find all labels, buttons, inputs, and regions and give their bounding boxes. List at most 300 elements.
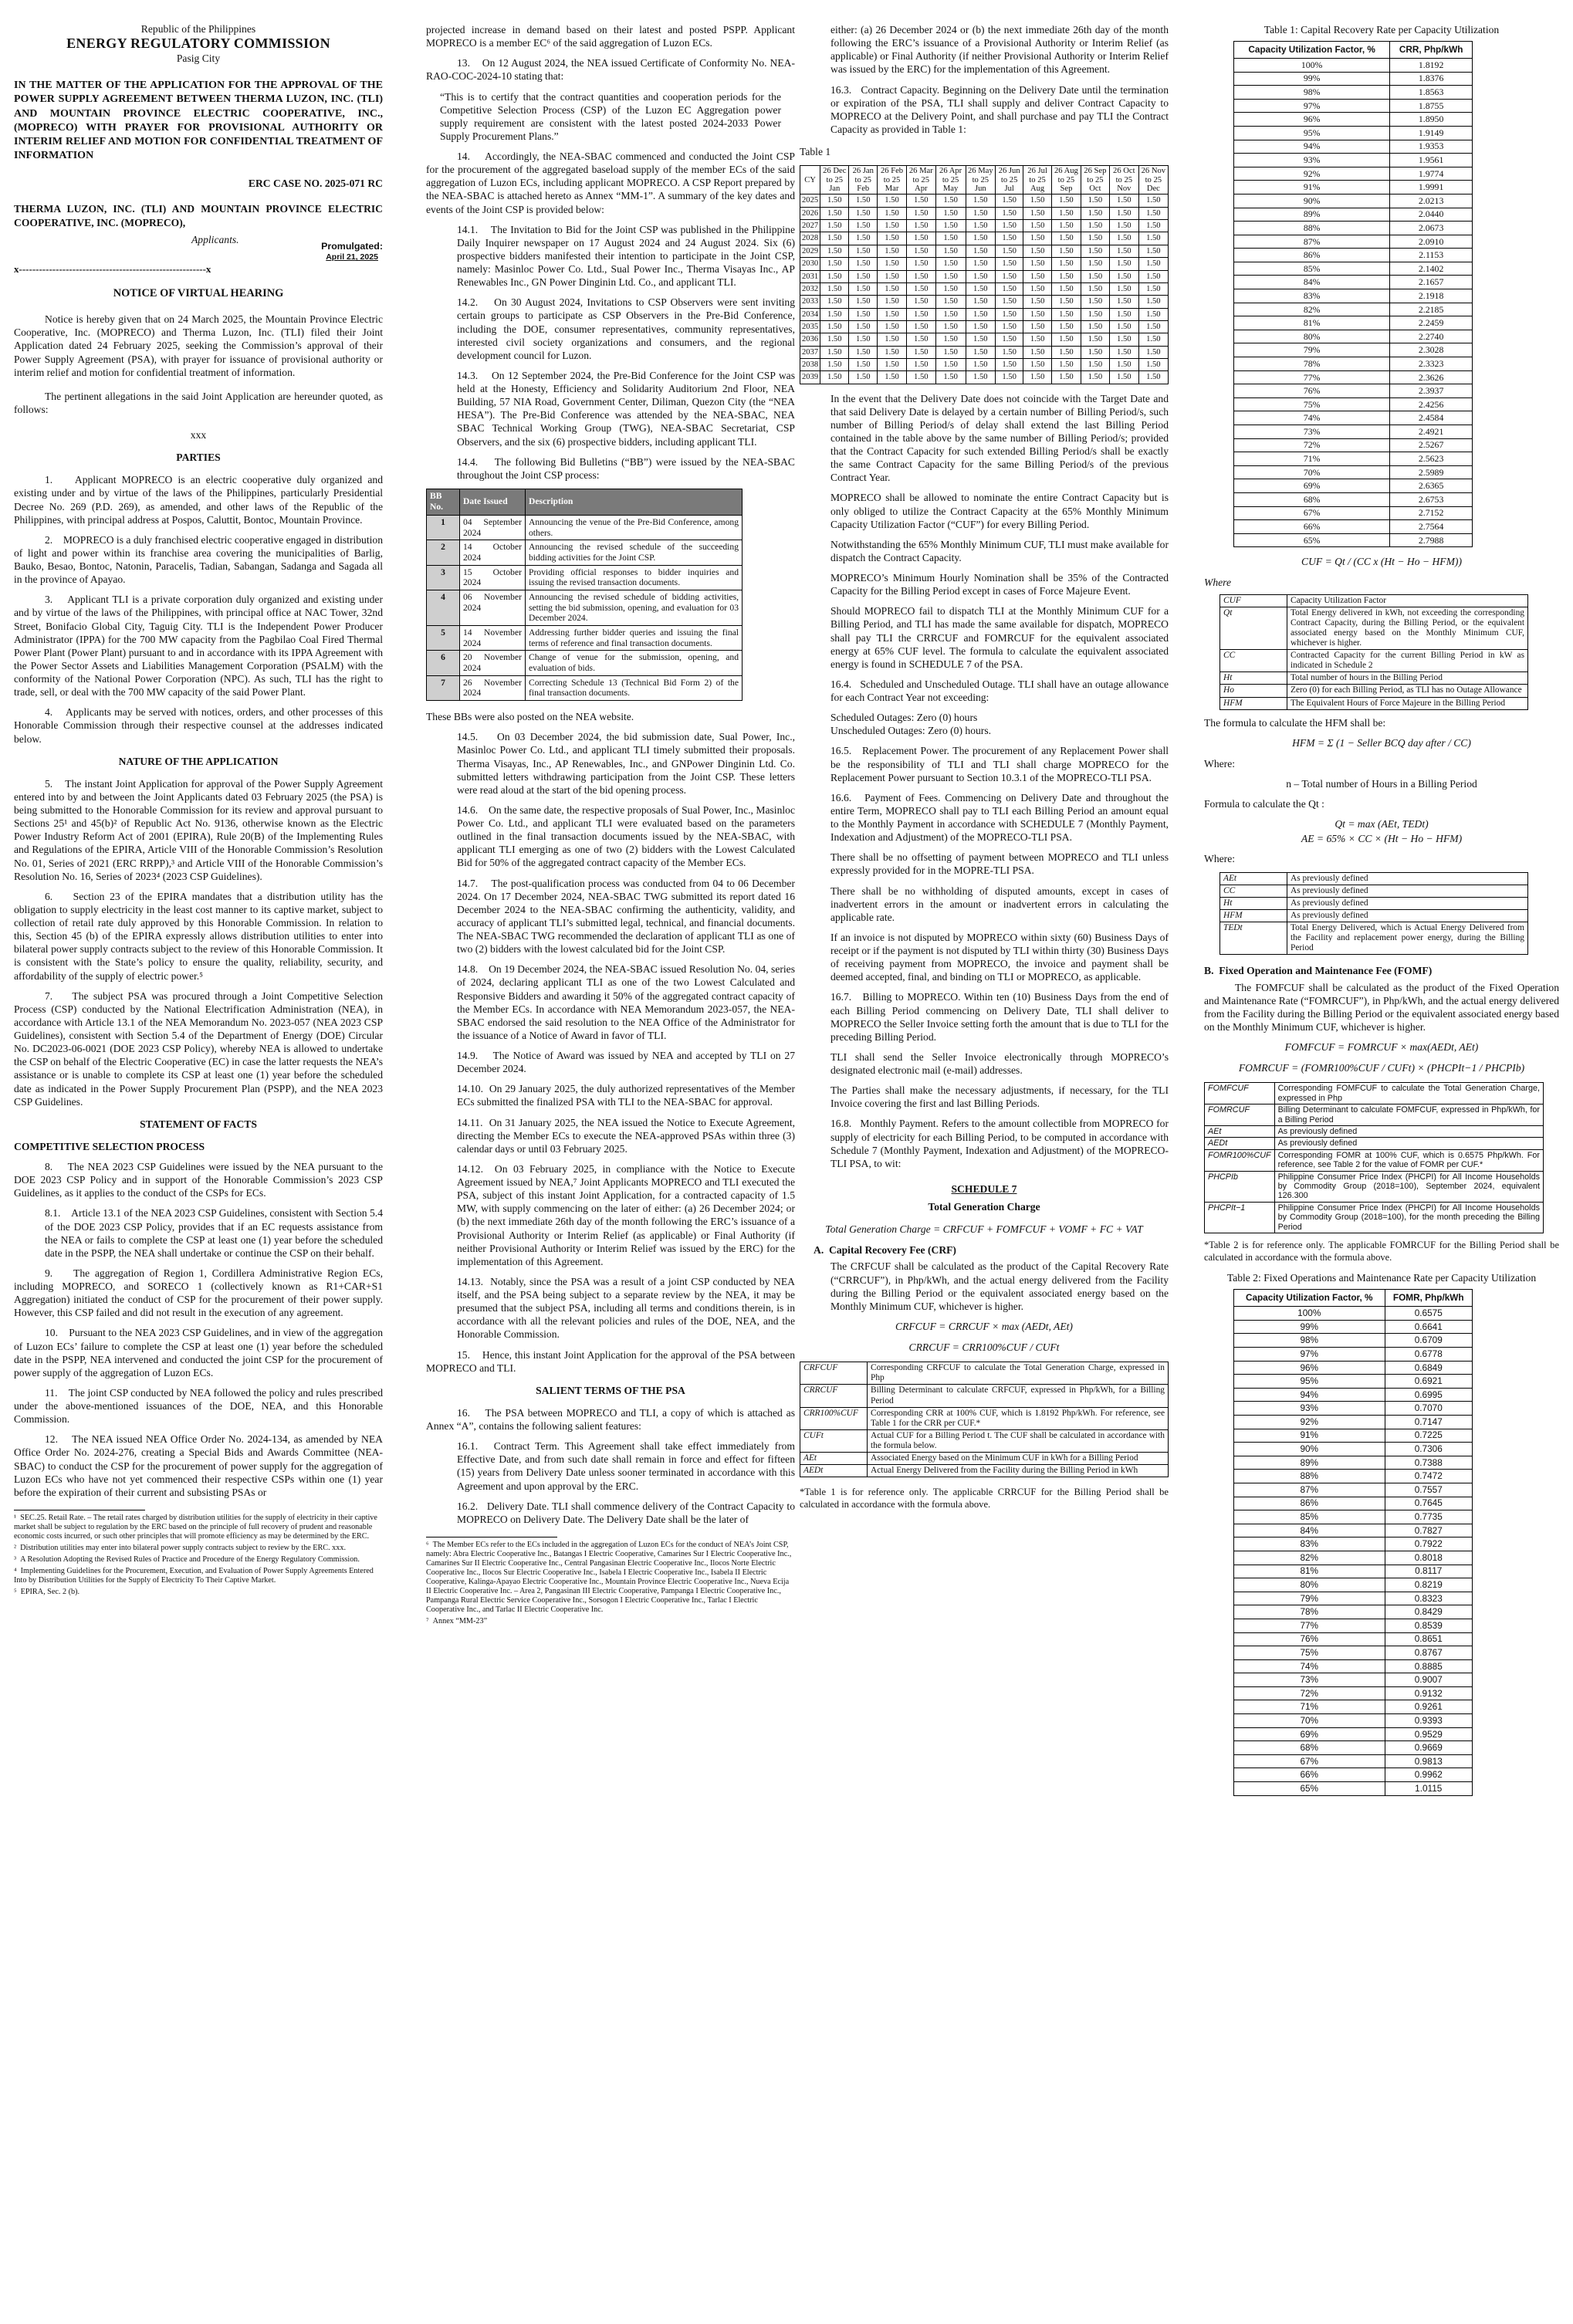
crr-rate: 1.9774	[1390, 167, 1473, 181]
bb-no: 1	[427, 516, 460, 540]
def-text: As previously defined	[1287, 872, 1528, 885]
para-14-7: 14.7. The post-qualification process was conducted from 04 to 06 December 2024. On 17 December 2024, NEA-SBAC TWG submitted its report dated 16 December 2024 to the NEA-SBAC confirming the authenticity, validity, and accuracy of applicant TLI’s submitted legal, technical, and financial documents. The NEA-SBAC TWG recommended the declaration of applicant TLI as one of two (2) bidders with the lowest calculated bid for the Joint CSP.	[457, 877, 795, 956]
sched-capacity: 1.50	[1023, 346, 1052, 358]
sched-capacity: 1.50	[1081, 358, 1109, 370]
fomr-rate: 0.9007	[1385, 1673, 1473, 1687]
crr-rate: 2.2185	[1390, 303, 1473, 316]
bb-date: 26 November 2024	[460, 675, 526, 700]
ellipsis-marker: xxx	[190, 429, 207, 441]
sched-capacity: 1.50	[996, 333, 1023, 346]
sched-capacity: 1.50	[966, 220, 996, 232]
sched-header-month: 26 May to 25 Jun	[966, 166, 996, 195]
sched-capacity: 1.50	[849, 270, 878, 282]
crr-rate: 2.1153	[1390, 249, 1473, 262]
bb-desc: Providing official responses to bidder inquiries and issuing the revised transaction documents.	[526, 565, 743, 590]
sched-capacity: 1.50	[1081, 296, 1109, 308]
sched-capacity: 1.50	[1109, 308, 1138, 320]
table-row	[1234, 181, 1473, 195]
applicants-label: Applicants.	[191, 233, 239, 245]
crr-cuf: 94%	[1234, 140, 1390, 154]
fomr-rate: 0.6709	[1385, 1334, 1473, 1348]
bb-header-desc: Description	[526, 489, 743, 515]
no-offset-paragraph: There shall be no offsetting of payment between MOPRECO and TLI unless expressly provided for in the MOPRE-TLI PSA.	[830, 851, 1169, 877]
def-symbol: FOMR100%CUF	[1205, 1149, 1275, 1171]
crr-header-cuf: Capacity Utilization Factor, %	[1234, 42, 1390, 59]
crf-formula-2: CRRCUF = CRR100%CUF / CUFt	[908, 1341, 1060, 1354]
fomr-cuf: 93%	[1234, 1402, 1385, 1416]
table-row	[800, 358, 1169, 370]
para-14-10: 14.10. On 29 January 2025, the duly authorized representatives of the Member ECs submitted the finalized PSA with TLI to the NEA-SBAC for approval.	[457, 1083, 795, 1108]
sched-capacity: 1.50	[1052, 195, 1081, 207]
fomr-cuf: 66%	[1234, 1768, 1385, 1782]
fomr-cuf: 71%	[1234, 1700, 1385, 1714]
para-14-11: 14.11. On 31 January 2025, the NEA issued the Notice to Execute Agreement, directing the Member ECs to execute the NEA-approved PSAs within three (3) calendar days or until 03 February 2025.	[457, 1116, 795, 1155]
notwithstanding-paragraph: Notwithstanding the 65% Monthly Minimum CUF, TLI must make available for dispatch the Contract Capacity.	[830, 538, 1169, 563]
def-symbol: CC	[1220, 650, 1287, 672]
fomr-cuf: 94%	[1234, 1388, 1385, 1402]
sched-capacity: 1.50	[996, 232, 1023, 245]
contract-capacity-table	[800, 165, 1169, 384]
crr-cuf: 81%	[1234, 316, 1390, 330]
sched-capacity: 1.50	[996, 207, 1023, 219]
fomr-rate: 0.7225	[1385, 1429, 1473, 1443]
crr-rate: 1.8563	[1390, 86, 1473, 100]
crr-cuf: 73%	[1234, 425, 1390, 439]
sched-year: 2039	[800, 371, 820, 384]
table-row	[1234, 1700, 1473, 1714]
qt-text: Formula to calculate the Qt :	[1204, 798, 1324, 810]
fomr-rate: 0.6641	[1385, 1320, 1473, 1334]
fomr-cuf: 65%	[1234, 1782, 1385, 1796]
sched-capacity: 1.50	[849, 333, 878, 346]
fomr-cuf: 69%	[1234, 1727, 1385, 1741]
fomr-cuf: 81%	[1234, 1565, 1385, 1578]
crr-cuf: 70%	[1234, 465, 1390, 479]
sched-capacity: 1.50	[906, 232, 935, 245]
section-parties: PARTIES	[176, 452, 221, 464]
para-14-4: 14.4. The following Bid Bulletins (“BB”) were issued by the NEA-SBAC throughout the Joint CSP process:	[457, 455, 795, 481]
def-symbol: AEDt	[1205, 1138, 1275, 1149]
table-row	[1234, 1470, 1473, 1483]
section-salient: SALIENT TERMS OF THE PSA	[536, 1384, 685, 1396]
fomr-cuf: 82%	[1234, 1551, 1385, 1565]
table-row	[1234, 1673, 1473, 1687]
crr-rate: 2.4921	[1390, 425, 1473, 439]
bb-desc: Change of venue for the submission, opening, and evaluation of bids.	[526, 651, 743, 675]
table-row	[1234, 194, 1473, 208]
fomr-rate: 0.8219	[1385, 1578, 1473, 1592]
table-row	[1234, 1632, 1473, 1646]
table-row	[1234, 1768, 1473, 1782]
sched-capacity: 1.50	[878, 282, 907, 295]
sched-capacity: 1.50	[820, 371, 849, 384]
sched-capacity: 1.50	[1138, 346, 1168, 358]
sched-capacity: 1.50	[849, 320, 878, 333]
promulgated-stamp	[321, 241, 383, 263]
sched-capacity: 1.50	[1081, 232, 1109, 245]
bb-no: 3	[427, 565, 460, 590]
sched-capacity: 1.50	[1081, 320, 1109, 333]
table-row	[1234, 58, 1473, 72]
sched-capacity: 1.50	[1081, 245, 1109, 257]
sched-capacity: 1.50	[1081, 333, 1109, 346]
crr-rate: 2.1918	[1390, 289, 1473, 303]
table-row	[1234, 208, 1473, 222]
def-text: Total Energy Delivered, which is Actual Energy Delivered from the Facility and replacement power energy, during the Billing Period	[1287, 922, 1528, 955]
notice-title: NOTICE OF VIRTUAL HEARING	[113, 287, 284, 300]
sched-capacity: 1.50	[996, 346, 1023, 358]
def-symbol: Qt	[1220, 607, 1287, 649]
table-row	[1234, 99, 1473, 113]
crr-cuf: 72%	[1234, 438, 1390, 452]
crf-heading: A. Capital Recovery Fee (CRF)	[814, 1244, 956, 1257]
table-row	[1234, 384, 1473, 398]
para-16-3: 16.3. Contract Capacity. Beginning on the Delivery Date until the termination or expiration of the PSA, TLI shall supply and deliver Contract Capacity to MOPRECO at the Delivery Point, and shall purchase and pay TLI the Contract Capacity as provided in Table 1:	[830, 83, 1169, 135]
sched-capacity: 1.50	[1081, 258, 1109, 270]
bb-no: 5	[427, 626, 460, 651]
footnote-4: ⁴ Implementing Guidelines for the Procurement, Execution, and Evaluation of Power Supply Agreements Entered Into by Distribution Utilities for the Supply of Electricity To Their Captive Market.	[14, 1567, 374, 1585]
sched-capacity: 1.50	[820, 220, 849, 232]
table-row	[427, 540, 743, 565]
sched-capacity: 1.50	[820, 358, 849, 370]
para-7: 7. The subject PSA was procured through a Joint Competitive Selection Process (CSP) conducted by the National Electrification Administration (NEA), in accordance with Article 13.1 of the NEA Memorandum No. 2023-057 (NEA 2023 CSP Guidelines), consistent with Section 5.4 of the Department of Energy (DOE) Circular No. DC2023-06-0021 (DOE 2023 CSP Policy), whereby NEA is allowed to undertake the CSP on behalf of the Electric Cooperative (EC) in case the latter requests the NEA’s assistance or is unable to complete its CSP at least one (1) year before the scheduled date as indicated in the Power Supply Procurement Plan (PSPP), and the NEA 2023 CSP Guidelines.	[14, 989, 383, 1108]
crr-cuf: 95%	[1234, 126, 1390, 140]
fomr-cuf: 88%	[1234, 1470, 1385, 1483]
fomr-rate: 0.6995	[1385, 1388, 1473, 1402]
table-row	[800, 371, 1169, 384]
table-row	[800, 1465, 1169, 1477]
table-row	[1234, 1307, 1473, 1321]
sched-year: 2030	[800, 258, 820, 270]
crr-rate: 2.0213	[1390, 194, 1473, 208]
parties-block: THERMA LUZON, INC. (TLI) AND MOUNTAIN PROVINCE ELECTRIC COOPERATIVE, INC. (MOPRECO),	[14, 203, 383, 229]
sched-capacity: 1.50	[996, 308, 1023, 320]
sched-capacity: 1.50	[935, 207, 966, 219]
sched-capacity: 1.50	[820, 320, 849, 333]
table-row	[1220, 872, 1528, 885]
para-14-3: 14.3. On 12 September 2024, the Pre-Bid Conference for the Joint CSP was held at the Honesty, Efficiency and Solidarity Auditorium 2nd Floor, NEA Building, 57 NIA Road, Government Center, Diliman, Quezon City (the “NEA HESA”). The Pre-Bid Conference was attended by the NEA-SBAC, NEA SBAC Technical Working Group (TWG), NEA-SBAC Secretariat, CSP Observers, and the six (6) prospective bidders, including applicant TLI.	[457, 369, 795, 448]
para-11: 11. The joint CSP conducted by NEA followed the policy and rules prescribed under the above-mentioned issuances of the DOE, NEA, and this Honorable Commission.	[14, 1386, 383, 1426]
para-14-1: 14.1. The Invitation to Bid for the Joint CSP was published in the Philippine Daily Inquirer newspaper on 17 August 2024 and 24 August 2024. Six (6) prospective bidders manifested their intention to participate in the Joint CSP, namely: Masinloc Power Co. Ltd., Sual Power Inc., Therma Visayas Inc., AP Renewables Inc., GN Power Dinginin Ltd. Co., and applicant TLI.	[457, 223, 795, 289]
crr-rate: 2.0673	[1390, 222, 1473, 235]
n-definition: n – Total number of Hours in a Billing Period	[1286, 778, 1477, 790]
no-withhold-paragraph: There shall be no withholding of disputed amounts, except in cases of inadvertent errors in the amount or inadvertent errors in calculating the applicable rate.	[830, 885, 1169, 923]
table-row	[1234, 289, 1473, 303]
sched-capacity: 1.50	[1023, 333, 1052, 346]
table-row	[1205, 1138, 1544, 1149]
fomr-rate: 0.9261	[1385, 1700, 1473, 1714]
bb-no: 2	[427, 540, 460, 565]
sched-capacity: 1.50	[1109, 220, 1138, 232]
column-3	[800, 23, 1169, 1518]
fomr-cuf: 98%	[1234, 1334, 1385, 1348]
table-row	[427, 675, 743, 700]
crr-cuf: 83%	[1234, 289, 1390, 303]
para-14: 14. Accordingly, the NEA-SBAC commenced and conducted the Joint CSP for the procurement of the aggregated baseload supply of the member ECs of the said aggregation of Luzon ECs, including applicant MOPRECO. A CSP Report prepared by the NEA-SBAC is attached hereto as Annex “MM-1”. A summary of the key dates and events of the Joint CSP is provided below:	[426, 151, 795, 215]
footnote-3: ³ A Resolution Adopting the Revised Rules of Practice and Procedure of the Energy Regulatory Commission.	[14, 1555, 360, 1565]
table-row	[800, 232, 1169, 245]
sched-capacity: 1.50	[1081, 207, 1109, 219]
sched-capacity: 1.50	[1138, 220, 1168, 232]
fomr-rate: 0.7645	[1385, 1497, 1473, 1510]
bid-bulletin-table	[426, 489, 743, 701]
crf-definitions-table	[800, 1362, 1169, 1477]
crr-cuf: 69%	[1234, 479, 1390, 493]
sched-capacity: 1.50	[878, 207, 907, 219]
para-12: 12. The NEA issued NEA Office Order No. 2024-134, as amended by NEA Office Order No. 2024-276, creating a Special Bids and Awards Committee (NEA-SBAC) to conduct the CSP for the procurement of power supply for the aggregation of Luzon ECs who have not yet commenced their respective CSPs within one (1) year before the expiration of their current and subsisting PSAs or	[14, 1433, 383, 1498]
table-row	[427, 516, 743, 540]
sched-capacity: 1.50	[906, 358, 935, 370]
def-symbol: AEt	[1220, 872, 1287, 885]
crr-cuf: 88%	[1234, 222, 1390, 235]
sched-header-month: 26 Sep to 25 Oct	[1081, 166, 1109, 195]
footnote-1: ¹ SEC.25. Retail Rate. – The retail rates charged by distribution utilities for the supply of electricity in their captive market shall be subject to regulation by the ERC based on the principle of full recovery of prudent and reasonable economic costs incurred, or such other principles that will promote efficiency as may be determined by the ERC.	[14, 1513, 377, 1541]
sched-capacity: 1.50	[1052, 346, 1081, 358]
sched-capacity: 1.50	[820, 333, 849, 346]
sched-capacity: 1.50	[966, 358, 996, 370]
sched-capacity: 1.50	[906, 333, 935, 346]
table-row	[1234, 1578, 1473, 1592]
crr-cuf: 87%	[1234, 235, 1390, 249]
sched-capacity: 1.50	[966, 320, 996, 333]
table-row	[1234, 425, 1473, 439]
tgc-title: Total Generation Charge	[928, 1201, 1040, 1213]
promulgated-date: April 21, 2025	[326, 252, 378, 262]
def-symbol: TEDt	[1220, 922, 1287, 955]
sched-capacity: 1.50	[935, 220, 966, 232]
para-14-9: 14.9. The Notice of Award was issued by NEA and accepted by TLI on 27 December 2024.	[457, 1050, 795, 1075]
sched-capacity: 1.50	[1109, 232, 1138, 245]
fomf-text: The FOMFCUF shall be calculated as the product of the Fixed Operation and Maintenance Rate (“FOMRCUF”), in Php/kWh, and the actual energy delivered from the Facility during the Billing Period or the equivalent associated energy based on the Monthly Minimum CUF, whichever is higher.	[1204, 981, 1559, 1033]
sched-capacity: 1.50	[849, 195, 878, 207]
table-row	[800, 270, 1169, 282]
sched-capacity: 1.50	[878, 333, 907, 346]
crr-header-row	[1234, 42, 1473, 59]
sched-capacity: 1.50	[966, 308, 996, 320]
def-symbol: CUF	[1220, 594, 1287, 607]
qt-definitions-table	[1219, 872, 1528, 956]
sched-capacity: 1.50	[878, 371, 907, 384]
def-text: As previously defined	[1274, 1125, 1543, 1137]
def-symbol: FOMRCUF	[1205, 1104, 1275, 1126]
crr-cuf: 85%	[1234, 262, 1390, 276]
agency-name: ENERGY REGULATORY COMMISSION	[66, 36, 330, 52]
continued-paragraph: either: (a) 26 December 2024 or (b) the next immediate 26th day of the month following the ERC’s issuance of a Provisional Authority or Interim Relief (as applicable) or Final Authority (if neither Provisional Authority or Interim Relief was issued by the ERC) for the implementation of this Agreement.	[830, 24, 1169, 76]
fomr-rate: 0.9132	[1385, 1686, 1473, 1700]
sched-capacity: 1.50	[878, 245, 907, 257]
sched-capacity: 1.50	[1138, 207, 1168, 219]
sched-capacity: 1.50	[1052, 282, 1081, 295]
sched-capacity: 1.50	[935, 371, 966, 384]
sched-year: 2034	[800, 308, 820, 320]
footnote-7: ⁷ Annex “MM-23”	[426, 1617, 488, 1626]
table-row	[1234, 330, 1473, 343]
promulgated-label: Promulgated:	[321, 240, 383, 252]
table-row	[1234, 1402, 1473, 1416]
continued-paragraph: projected increase in demand based on their latest and posted PSPP. Applicant MOPRECO is a member EC⁶ of the said aggregation of Luzon ECs.	[426, 24, 795, 49]
sched-capacity: 1.50	[1138, 333, 1168, 346]
sched-header-month: 26 Jun to 25 Jul	[996, 166, 1023, 195]
sched-capacity: 1.50	[1023, 308, 1052, 320]
def-symbol: PHCPIb	[1205, 1171, 1275, 1202]
table-row	[1234, 1592, 1473, 1605]
sched-capacity: 1.50	[820, 282, 849, 295]
bb-no: 6	[427, 651, 460, 675]
sched-capacity: 1.50	[966, 258, 996, 270]
sched-capacity: 1.50	[1081, 346, 1109, 358]
sched-capacity: 1.50	[1052, 358, 1081, 370]
table-row	[1205, 1202, 1544, 1233]
fomr-rate: 0.8018	[1385, 1551, 1473, 1565]
table-row	[1234, 303, 1473, 316]
table-row	[1234, 86, 1473, 100]
para-5: 5. The instant Joint Application for approval of the Power Supply Agreement entered into by and between the Joint Applicants dated 03 February 2025 (the PSA) is being submitted to the Honorable Commission for its review and approval pursuant to Sections 25¹ and 45(b)² of Republic Act No. 9136, otherwise known as the Electric Power Industry Reform Act of 2001 (EPIRA), Rule 20(B) of the Implementing Rules and Regulations of the EPIRA, Article VIII of the Honorable Commission’s Resolution No. 01, Series of 2021 (ERC RRPP),³ and Article VIII of the Honorable Commission’s Resolution No. 16, Series of 2023⁴ (2023 CSP Guidelines).	[14, 777, 383, 882]
footnote-6: ⁶ The Member ECs refer to the ECs included in the aggregation of Luzon ECs for the conduct of NEA’s Joint CSP, namely: Abra Electric Cooperative Inc., Batangas I Electric Cooperative, Camarines Sur I Electric Cooperative Inc., Camarines Sur II Electric Cooperative Inc., Central Pangasinan Electric Cooperative Inc., Ilocos Norte Electric Cooperative Inc., Ilocos Sur Electric Cooperative Inc., Isabela I Electric Cooperative Inc., Isabela II Electric Cooperative, Kalinga-Apayao Electric Cooperative Inc., Mountain Province Electric Cooperative Inc., Nueva Ecija II Electric Cooperative Inc. – Area 2, Pangasinan III Electric Cooperative, Pampanga I Electric Cooperative Inc., Pampanga Rural Electric Service Cooperative Inc., Sorsogon I Electric Cooperative Inc., Tarlac I Electric Cooperative Inc., and Tarlac II Electric Cooperative Inc.	[426, 1540, 792, 1615]
table-row	[1234, 276, 1473, 289]
sched-capacity: 1.50	[849, 245, 878, 257]
table-row	[1234, 1361, 1473, 1375]
table-row	[1234, 154, 1473, 167]
table-row	[1234, 222, 1473, 235]
bb-date: 06 November 2024	[460, 590, 526, 626]
table-row	[800, 1362, 1169, 1385]
fomr-rate: 0.8117	[1385, 1565, 1473, 1578]
bb-date: 15 October 2024	[460, 565, 526, 590]
para-16-8: 16.8. Monthly Payment. Refers to the amount collectible from MOPRECO for supply of electricity for each Billing Period, to be computed in accordance with Schedule 7 (Monthly Payment, Indexation and Adjustment) of the MOPRECO-TLI PSA, to wit:	[830, 1118, 1169, 1169]
fomr-cuf: 75%	[1234, 1646, 1385, 1660]
sched-capacity: 1.50	[935, 245, 966, 257]
def-symbol: HFM	[1220, 697, 1287, 709]
crr-cuf: 71%	[1234, 452, 1390, 466]
schedule-7-title: SCHEDULE 7	[951, 1182, 1017, 1195]
para-14-8: 14.8. On 19 December 2024, the NEA-SBAC issued Resolution No. 04, series of 2024, declaring applicant TLI as one of the two Lowest Calculated and Responsive Bidders and awarding it 50% of the aggregated contract capacity of the Member ECs. In accordance with NEA Memorandum 2023-057, the NEA-SBAC endorsed the said resolution to the NEA Office of the Administrator for the issuance of a Notice of Award in favor of TLI.	[457, 963, 795, 1041]
sched-year: 2036	[800, 333, 820, 346]
crr-cuf: 79%	[1234, 343, 1390, 357]
crf-formula-1: CRFCUF = CRRCUF × max (AEDt, AEt)	[895, 1320, 1073, 1332]
sched-capacity: 1.50	[1109, 282, 1138, 295]
table-row	[1220, 697, 1528, 709]
fomr-rate: 0.8885	[1385, 1659, 1473, 1673]
sched-capacity: 1.50	[935, 333, 966, 346]
crr-cuf: 68%	[1234, 492, 1390, 506]
def-text: Billing Determinant to calculate CRFCUF, expressed in Php/kWh, for a Billing Period	[868, 1385, 1169, 1407]
def-symbol: CRR100%CUF	[800, 1407, 868, 1429]
sched-capacity: 1.50	[966, 245, 996, 257]
table-row	[1205, 1083, 1544, 1104]
sched-capacity: 1.50	[1052, 333, 1081, 346]
def-symbol: HFM	[1220, 910, 1287, 922]
bb-header-date: Date Issued	[460, 489, 526, 515]
sched-capacity: 1.50	[996, 220, 1023, 232]
table-row	[1234, 465, 1473, 479]
column-1	[14, 23, 383, 1599]
table-2-title: Table 2: Fixed Operations and Maintenance Rate per Capacity Utilization	[1226, 1272, 1537, 1284]
crr-cuf: 92%	[1234, 167, 1390, 181]
table-row	[1234, 1714, 1473, 1728]
def-text: Corresponding FOMFCUF to calculate the Total Generation Charge, expressed in Php	[1274, 1083, 1543, 1104]
sched-year: 2029	[800, 245, 820, 257]
crr-cuf: 93%	[1234, 154, 1390, 167]
sched-year: 2031	[800, 270, 820, 282]
fomr-rate: 0.8767	[1385, 1646, 1473, 1660]
crr-rate: 2.6753	[1390, 492, 1473, 506]
fomr-cuf: 87%	[1234, 1483, 1385, 1497]
def-symbol: CRFCUF	[800, 1362, 868, 1385]
fomr-rate: 0.7306	[1385, 1443, 1473, 1456]
sched-capacity: 1.50	[966, 270, 996, 282]
fomr-cuf: 76%	[1234, 1632, 1385, 1646]
sched-capacity: 1.50	[878, 258, 907, 270]
sched-capacity: 1.50	[878, 296, 907, 308]
sched-capacity: 1.50	[1138, 282, 1168, 295]
fomr-rate: 0.8539	[1385, 1619, 1473, 1632]
sched-capacity: 1.50	[1023, 195, 1052, 207]
sched-capacity: 1.50	[966, 207, 996, 219]
sched-capacity: 1.50	[906, 195, 935, 207]
fomr-cuf: 80%	[1234, 1578, 1385, 1592]
sched-capacity: 1.50	[996, 371, 1023, 384]
sched-capacity: 1.50	[1052, 296, 1081, 308]
fomr-cuf: 70%	[1234, 1714, 1385, 1728]
sched-header-month: 26 Oct to 25 Nov	[1109, 166, 1138, 195]
sched-capacity: 1.50	[1023, 220, 1052, 232]
fomf-formula-2: FOMRCUF = (FOMR100%CUF / CUFt) × (PHCPIt−1 / PHCPIb)	[1238, 1062, 1525, 1074]
sched-capacity: 1.50	[878, 220, 907, 232]
fomr-cuf: 86%	[1234, 1497, 1385, 1510]
table-row	[1234, 1348, 1473, 1362]
sched-capacity: 1.50	[1109, 207, 1138, 219]
fomr-rate: 0.7147	[1385, 1416, 1473, 1429]
fomr-cuf: 100%	[1234, 1307, 1385, 1321]
sched-capacity: 1.50	[878, 308, 907, 320]
def-text: As previously defined	[1287, 897, 1528, 909]
table-1-label: Table 1	[800, 146, 831, 157]
sched-capacity: 1.50	[1138, 245, 1168, 257]
caption-divider: x--------------------------------------------------------x	[14, 262, 211, 275]
sched-capacity: 1.50	[906, 320, 935, 333]
sched-header-month: 26 Dec to 25 Jan	[820, 166, 849, 195]
crr-cuf: 100%	[1234, 58, 1390, 72]
sched-capacity: 1.50	[966, 333, 996, 346]
sched-capacity: 1.50	[996, 245, 1023, 257]
sched-capacity: 1.50	[906, 371, 935, 384]
table-row	[1220, 607, 1528, 649]
sched-capacity: 1.50	[849, 282, 878, 295]
crf-note: *Table 1 is for reference only. The applicable CRRCUF for the Billing Period shall be calculated in accordance with the formula above.	[800, 1487, 1169, 1510]
document-header	[14, 23, 383, 65]
sched-capacity: 1.50	[820, 296, 849, 308]
table-row	[1234, 506, 1473, 520]
sched-capacity: 1.50	[1081, 371, 1109, 384]
sched-capacity: 1.50	[966, 296, 996, 308]
crr-rate: 1.8192	[1390, 58, 1473, 72]
crr-header-rate: CRR, Php/kWh	[1390, 42, 1473, 59]
sched-capacity: 1.50	[849, 296, 878, 308]
sched-capacity: 1.50	[1023, 245, 1052, 257]
sched-capacity: 1.50	[1109, 296, 1138, 308]
sched-capacity: 1.50	[1138, 308, 1168, 320]
para-9: 9. The aggregation of Region 1, Cordillera Administrative Region ECs, including MOPRECO, and SORECO 1 (collectively known as R1+CAR+S1 Aggregation) initiated the conduct of CSP for the procurement of their power supply. However, this CSP failed and did not result in the execution of any agreement.	[14, 1267, 383, 1319]
sched-capacity: 1.50	[1109, 358, 1138, 370]
def-text: Associated Energy based on the Minimum CUF in kWh for a Billing Period	[868, 1453, 1169, 1465]
table-row	[1220, 672, 1528, 685]
sched-year: 2028	[800, 232, 820, 245]
fomr-cuf: 73%	[1234, 1673, 1385, 1687]
sched-capacity: 1.50	[906, 346, 935, 358]
cuf-formula: CUF = Qt / (CC x (Ht − Ho − HFM))	[1301, 556, 1462, 568]
para-16-5: 16.5. Replacement Power. The procurement of any Replacement Power shall be the responsibility of TLI and TLI shall charge MOPRECO for the Replacement Power pursuant to Section 10.3.1 of the MOPRECO-TLI PSA.	[830, 745, 1169, 783]
para-13: 13. On 12 August 2024, the NEA issued Certificate of Conformity No. NEA-RAO-COC-2024-10 stating that:	[426, 57, 795, 83]
